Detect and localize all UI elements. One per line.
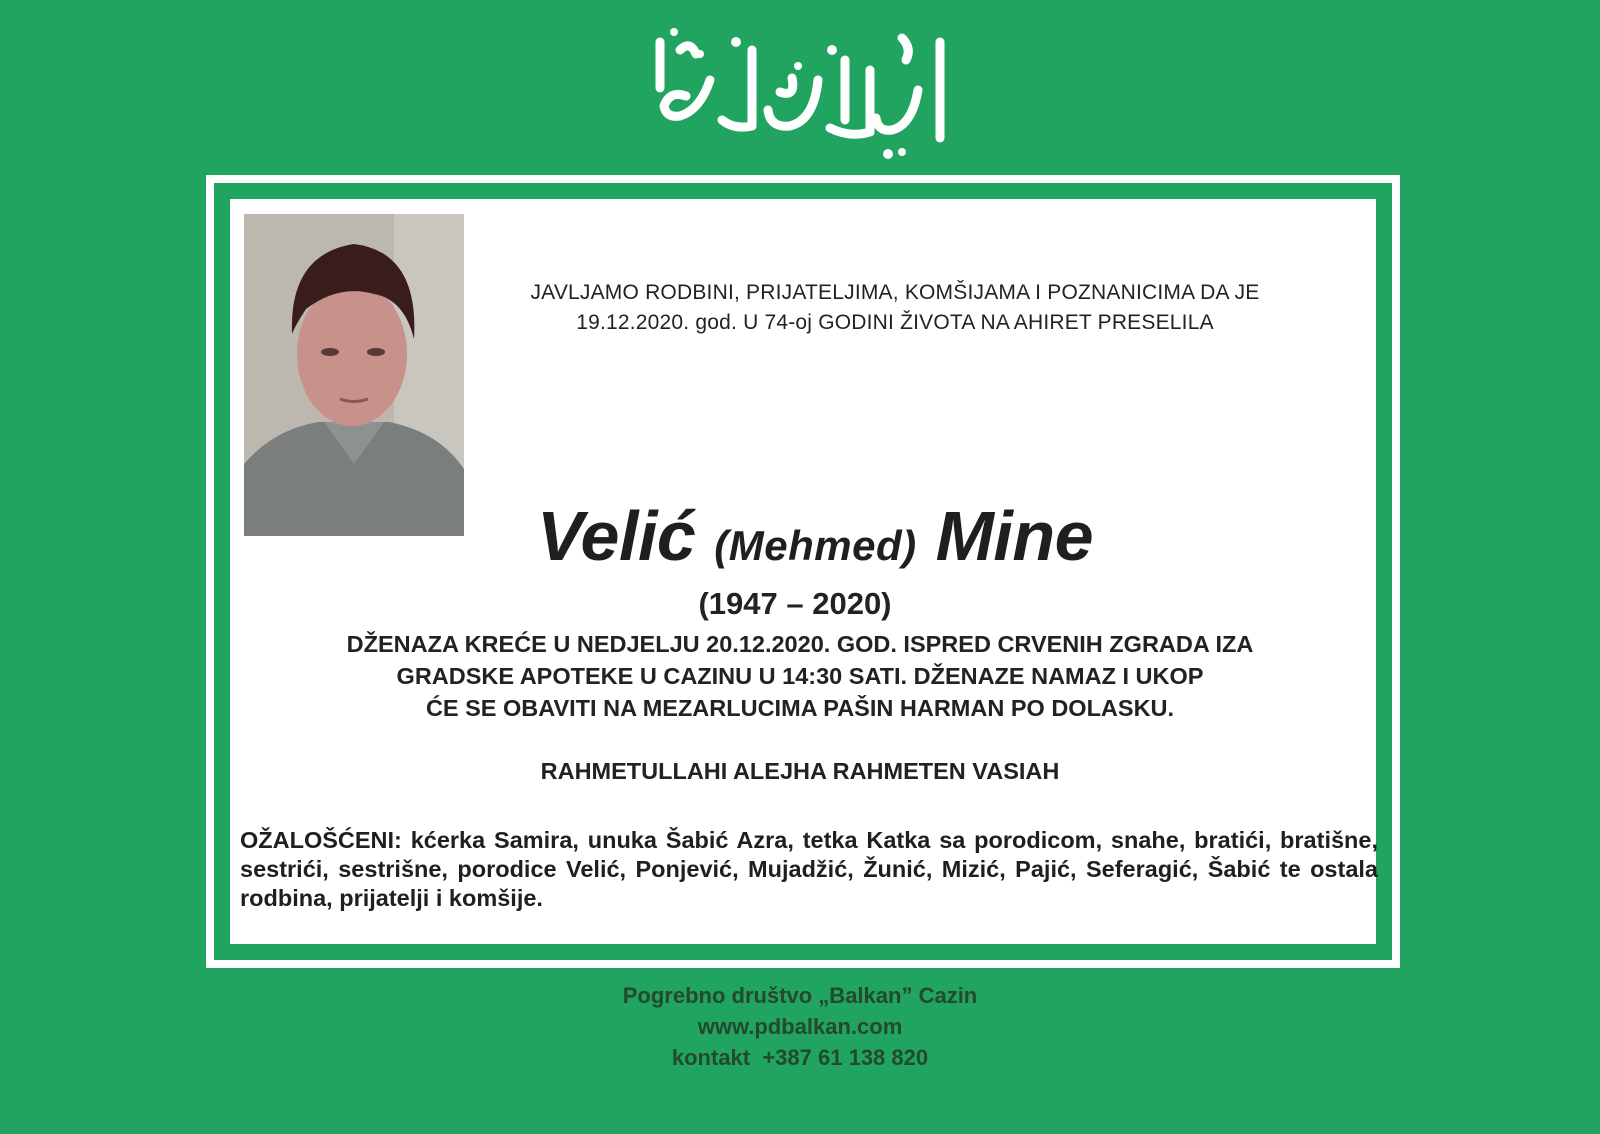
company-name: Pogrebno društvo „Balkan” Cazin [622, 983, 978, 1008]
life-years: (1947 – 2020) [698, 586, 892, 621]
first-name: Mine [935, 497, 1094, 575]
prayer-text: RAHMETULLAHI ALEJHA RAHMETEN VASIAH [540, 758, 1060, 784]
arabic-calligraphy-icon [640, 20, 970, 170]
website-link[interactable]: www.pdbalkan.com [697, 1014, 903, 1039]
contact-phone: kontakt +387 61 138 820 [671, 1045, 929, 1070]
intro-line-2: 19.12.2020. god. U 74-oj GODINI ŽIVOTA NA AHIRET PRESELILA [576, 311, 1214, 334]
announcement-intro [470, 278, 1320, 338]
father-name: (Mehmed) [714, 522, 917, 569]
intro-line-1: JAVLJAMO RODBINI, PRIJATELJIMA, KOMŠIJAMA I POZNANICIMA DA JE [530, 281, 1260, 304]
funeral-line-1: DŽENAZA KREĆE U NEDJELJU 20.12.2020. GOD. ISPRED CRVENIH ZGRADA IZA [346, 631, 1254, 657]
mourners-list: OŽALOŠĆENI: kćerka Samira, unuka Šabić Azra, tetka Katka sa porodicom, snahe, bratići, bratišne, sestrići, sestrišne, porodice Velić, Ponjević, Mujadžić, Žunić, Mizić, Pajić, Seferagić, Šabić te ostala rodbina, prijatelji i komšije. [240, 827, 1378, 911]
funeral-home-footer [500, 980, 1100, 1073]
portrait-photo [244, 214, 464, 536]
funeral-line-2: GRADSKE APOTEKE U CAZINU U 14:30 SATI. DŽENAZE NAMAZ I UKOP [396, 663, 1204, 689]
surname: Velić [536, 497, 696, 575]
funeral-line-3: ĆE SE OBAVITI NA MEZARLUCIMA PAŠIN HARMAN PO DOLASKU. [425, 695, 1175, 721]
deceased-name [470, 496, 1160, 576]
funeral-details [250, 628, 1350, 724]
